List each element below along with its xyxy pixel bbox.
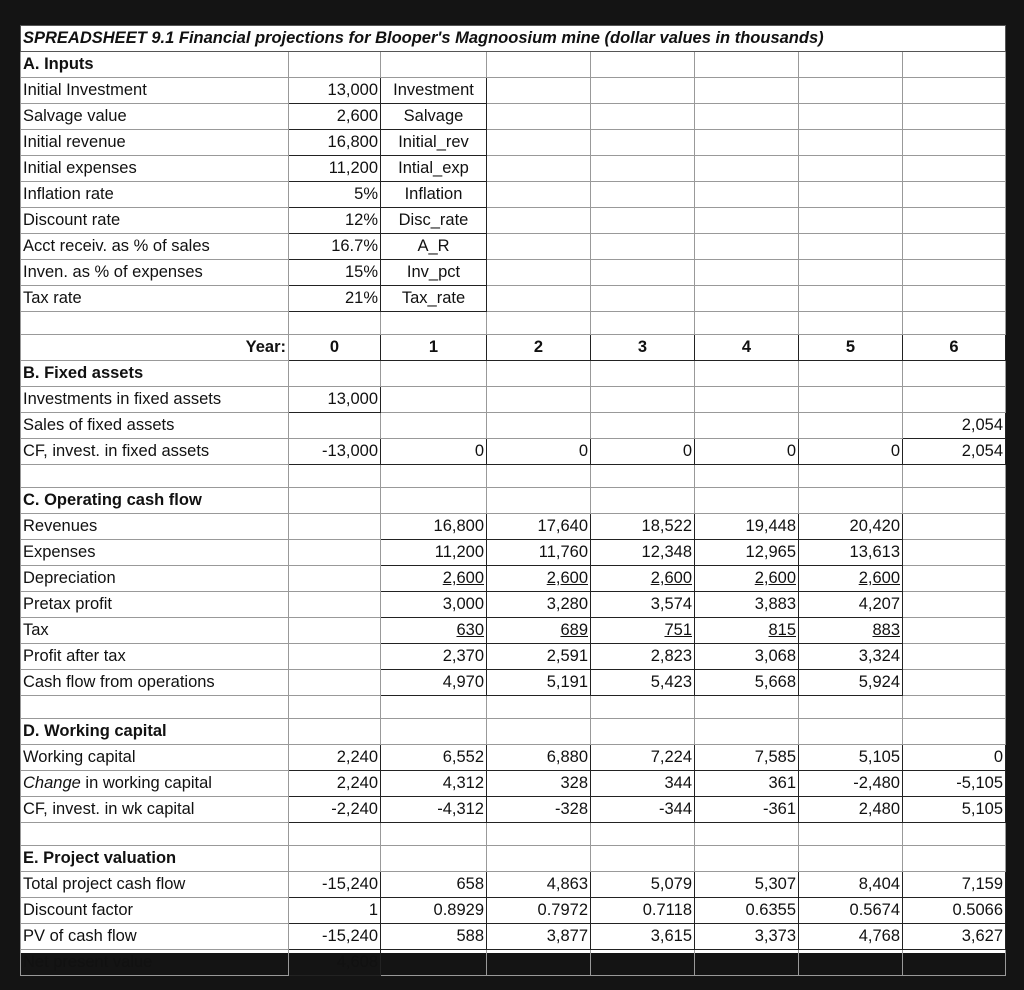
value-cell: 0.6355 <box>695 898 799 924</box>
input-label: Discount rate <box>21 208 289 234</box>
input-range-name: Disc_rate <box>381 208 487 234</box>
table-row <box>21 924 1006 950</box>
input-range-name: Salvage <box>381 104 487 130</box>
value-cell: 883 <box>799 618 903 644</box>
section-heading: E. Project valuation <box>21 846 289 872</box>
input-range-name: Tax_rate <box>381 286 487 312</box>
input-range-name: Investment <box>381 78 487 104</box>
input-row <box>21 104 1006 130</box>
value-cell: 4,768 <box>799 924 903 950</box>
value-cell: 361 <box>695 771 799 797</box>
input-row <box>21 260 1006 286</box>
value-cell <box>381 387 487 413</box>
value-cell <box>903 950 1006 976</box>
year-cell: 4 <box>695 335 799 361</box>
input-value: 2,600 <box>289 104 381 130</box>
row-label: Expenses <box>21 540 289 566</box>
value-cell: -328 <box>487 797 591 823</box>
value-cell: 2,054 <box>903 439 1006 465</box>
input-range-name: A_R <box>381 234 487 260</box>
value-cell: 815 <box>695 618 799 644</box>
value-cell: -15,240 <box>289 872 381 898</box>
row-label: Revenues <box>21 514 289 540</box>
section-heading-row <box>21 488 1006 514</box>
value-cell: 2,054 <box>903 413 1006 439</box>
section-heading-inputs: A. Inputs <box>21 52 289 78</box>
spreadsheet <box>20 25 1005 971</box>
value-cell: 0 <box>799 439 903 465</box>
value-cell <box>289 670 381 696</box>
value-cell <box>487 413 591 439</box>
input-value: 21% <box>289 286 381 312</box>
row-label: PV of cash flow <box>21 924 289 950</box>
value-cell: 2,600 <box>695 566 799 592</box>
value-cell: 5,423 <box>591 670 695 696</box>
value-cell <box>289 566 381 592</box>
input-value: 11,200 <box>289 156 381 182</box>
value-cell: 2,370 <box>381 644 487 670</box>
row-label: Depreciation <box>21 566 289 592</box>
row-label: Working capital <box>21 745 289 771</box>
value-cell: 3,373 <box>695 924 799 950</box>
value-cell: 18,522 <box>591 514 695 540</box>
table-row <box>21 566 1006 592</box>
year-cell: 0 <box>289 335 381 361</box>
value-cell <box>591 950 695 976</box>
value-cell <box>903 566 1006 592</box>
input-label: Inflation rate <box>21 182 289 208</box>
value-cell: 0 <box>695 439 799 465</box>
value-cell: 1 <box>289 898 381 924</box>
row-label: Profit after tax <box>21 644 289 670</box>
input-row <box>21 78 1006 104</box>
value-cell: 7,224 <box>591 745 695 771</box>
input-row <box>21 286 1006 312</box>
value-cell: 6,880 <box>487 745 591 771</box>
project-valuation-section <box>21 823 1006 976</box>
value-cell: 0.7972 <box>487 898 591 924</box>
value-cell: 5,924 <box>799 670 903 696</box>
value-cell <box>903 540 1006 566</box>
value-cell <box>487 387 591 413</box>
table-row <box>21 618 1006 644</box>
value-cell: 3,627 <box>903 924 1006 950</box>
table-row <box>21 670 1006 696</box>
value-cell: 0.5674 <box>799 898 903 924</box>
table-row <box>21 540 1006 566</box>
value-cell: 16,800 <box>381 514 487 540</box>
value-cell: 5,191 <box>487 670 591 696</box>
input-range-name: Inflation <box>381 182 487 208</box>
row-label: Investments in fixed assets <box>21 387 289 413</box>
row-label: Sales of fixed assets <box>21 413 289 439</box>
value-cell: 689 <box>487 618 591 644</box>
input-label: Salvage value <box>21 104 289 130</box>
year-label: Year: <box>21 335 289 361</box>
value-cell: 5,307 <box>695 872 799 898</box>
table-row <box>21 771 1006 797</box>
table-row <box>21 413 1006 439</box>
input-label: Tax rate <box>21 286 289 312</box>
value-cell: 20,420 <box>799 514 903 540</box>
value-cell <box>903 387 1006 413</box>
value-cell: -361 <box>695 797 799 823</box>
row-label: Cash flow from operations <box>21 670 289 696</box>
operating-cash-flow-section <box>21 465 1006 696</box>
section-heading-row <box>21 361 1006 387</box>
value-cell: 0.8929 <box>381 898 487 924</box>
input-row <box>21 182 1006 208</box>
value-cell <box>289 618 381 644</box>
value-cell <box>903 514 1006 540</box>
row-label: Total project cash flow <box>21 872 289 898</box>
inputs-section <box>21 78 1006 312</box>
value-cell: 3,883 <box>695 592 799 618</box>
value-cell <box>903 644 1006 670</box>
value-cell: 12,348 <box>591 540 695 566</box>
input-row <box>21 234 1006 260</box>
value-cell: 3,280 <box>487 592 591 618</box>
row-label: CF, invest. in fixed assets <box>21 439 289 465</box>
value-cell: -2,480 <box>799 771 903 797</box>
value-cell: 4,608 <box>289 950 381 976</box>
value-cell: 5,079 <box>591 872 695 898</box>
value-cell: -4,312 <box>381 797 487 823</box>
input-row <box>21 208 1006 234</box>
input-value: 15% <box>289 260 381 286</box>
value-cell: 6,552 <box>381 745 487 771</box>
year-cell: 5 <box>799 335 903 361</box>
row-label: CF, invest. in wk capital <box>21 797 289 823</box>
value-cell <box>695 950 799 976</box>
input-label: Acct receiv. as % of sales <box>21 234 289 260</box>
year-cell: 2 <box>487 335 591 361</box>
value-cell: 4,207 <box>799 592 903 618</box>
value-cell: 17,640 <box>487 514 591 540</box>
value-cell: 2,591 <box>487 644 591 670</box>
table-row <box>21 950 1006 976</box>
section-heading-row <box>21 719 1006 745</box>
value-cell: 3,574 <box>591 592 695 618</box>
value-cell <box>381 950 487 976</box>
value-cell: 11,200 <box>381 540 487 566</box>
value-cell: 4,863 <box>487 872 591 898</box>
value-cell: 2,240 <box>289 745 381 771</box>
table-row <box>21 745 1006 771</box>
section-heading-row <box>21 846 1006 872</box>
input-range-name: Initial_rev <box>381 130 487 156</box>
row-label-italic: Change <box>23 774 81 792</box>
value-cell: -15,240 <box>289 924 381 950</box>
value-cell: 0 <box>903 745 1006 771</box>
value-cell: 8,404 <box>799 872 903 898</box>
input-label: Inven. as % of expenses <box>21 260 289 286</box>
input-label: Initial expenses <box>21 156 289 182</box>
input-range-name: Inv_pct <box>381 260 487 286</box>
value-cell: -2,240 <box>289 797 381 823</box>
section-heading: C. Operating cash flow <box>21 488 289 514</box>
value-cell: 344 <box>591 771 695 797</box>
row-label: Pretax profit <box>21 592 289 618</box>
table-row <box>21 387 1006 413</box>
value-cell: 0 <box>487 439 591 465</box>
value-cell <box>591 387 695 413</box>
input-range-name: Intial_exp <box>381 156 487 182</box>
value-cell: 5,105 <box>903 797 1006 823</box>
value-cell <box>591 413 695 439</box>
value-cell: 630 <box>381 618 487 644</box>
input-value: 13,000 <box>289 78 381 104</box>
value-cell <box>695 413 799 439</box>
row-label: Discount factor <box>21 898 289 924</box>
year-cell: 6 <box>903 335 1006 361</box>
fixed-assets-section <box>21 361 1006 465</box>
value-cell: 751 <box>591 618 695 644</box>
value-cell: 3,000 <box>381 592 487 618</box>
value-cell: 13,000 <box>289 387 381 413</box>
input-value: 12% <box>289 208 381 234</box>
value-cell: 2,600 <box>591 566 695 592</box>
value-cell <box>903 592 1006 618</box>
table-row <box>21 644 1006 670</box>
table-row <box>21 514 1006 540</box>
section-heading: D. Working capital <box>21 719 289 745</box>
input-label: Initial Investment <box>21 78 289 104</box>
value-cell: -13,000 <box>289 439 381 465</box>
table-row <box>21 592 1006 618</box>
value-cell: 3,615 <box>591 924 695 950</box>
value-cell: 5,105 <box>799 745 903 771</box>
table-row <box>21 898 1006 924</box>
value-cell: 0 <box>381 439 487 465</box>
table-row <box>21 439 1006 465</box>
value-cell <box>799 950 903 976</box>
value-cell: -5,105 <box>903 771 1006 797</box>
value-cell: 7,585 <box>695 745 799 771</box>
row-label: Tax <box>21 618 289 644</box>
value-cell: 19,448 <box>695 514 799 540</box>
value-cell <box>799 413 903 439</box>
value-cell: 0 <box>591 439 695 465</box>
value-cell: 3,068 <box>695 644 799 670</box>
value-cell: 5,668 <box>695 670 799 696</box>
value-cell: 2,600 <box>381 566 487 592</box>
value-cell: 2,823 <box>591 644 695 670</box>
value-cell: 13,613 <box>799 540 903 566</box>
input-value: 5% <box>289 182 381 208</box>
input-row <box>21 130 1006 156</box>
input-row <box>21 156 1006 182</box>
value-cell <box>903 670 1006 696</box>
value-cell: 2,600 <box>487 566 591 592</box>
value-cell <box>903 618 1006 644</box>
value-cell: 328 <box>487 771 591 797</box>
year-header-row <box>21 335 1006 361</box>
value-cell: 12,965 <box>695 540 799 566</box>
value-cell: 2,600 <box>799 566 903 592</box>
input-value: 16,800 <box>289 130 381 156</box>
value-cell: 3,877 <box>487 924 591 950</box>
value-cell <box>289 644 381 670</box>
year-cell: 3 <box>591 335 695 361</box>
value-cell <box>487 950 591 976</box>
table-row <box>21 797 1006 823</box>
value-cell: 0.5066 <box>903 898 1006 924</box>
value-cell <box>289 413 381 439</box>
value-cell: 7,159 <box>903 872 1006 898</box>
table-row <box>21 872 1006 898</box>
value-cell <box>381 413 487 439</box>
financial-projections-table <box>20 25 1006 976</box>
value-cell: 588 <box>381 924 487 950</box>
value-cell <box>289 540 381 566</box>
row-label: Net present value <box>21 950 289 976</box>
value-cell: 2,240 <box>289 771 381 797</box>
value-cell: 0.7118 <box>591 898 695 924</box>
value-cell <box>695 387 799 413</box>
value-cell: 4,312 <box>381 771 487 797</box>
value-cell: 658 <box>381 872 487 898</box>
section-heading: B. Fixed assets <box>21 361 289 387</box>
value-cell: 4,970 <box>381 670 487 696</box>
value-cell <box>289 592 381 618</box>
value-cell: 3,324 <box>799 644 903 670</box>
input-label: Initial revenue <box>21 130 289 156</box>
value-cell <box>799 387 903 413</box>
year-cell: 1 <box>381 335 487 361</box>
working-capital-section <box>21 696 1006 823</box>
row-label <box>21 771 289 797</box>
value-cell: 2,480 <box>799 797 903 823</box>
value-cell <box>289 514 381 540</box>
input-value: 16.7% <box>289 234 381 260</box>
spreadsheet-title: SPREADSHEET 9.1 Financial projections for Blooper's Magnoosium mine (dollar values in thousands) <box>21 26 1006 52</box>
row-label-rest: in working capital <box>80 774 212 792</box>
value-cell: 11,760 <box>487 540 591 566</box>
value-cell: -344 <box>591 797 695 823</box>
